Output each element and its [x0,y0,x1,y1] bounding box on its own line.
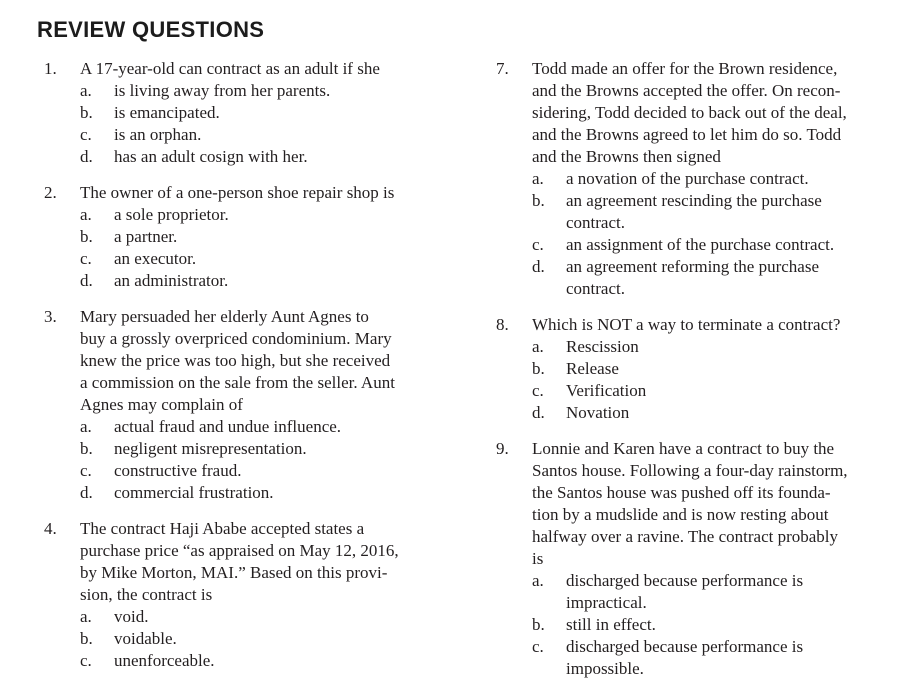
option-text-line: is an orphan. [114,125,202,144]
answer-option [532,190,888,234]
option-letter: b. [80,629,93,648]
question-stem-line: sidering, Todd decided to back out of the deal, [532,103,847,122]
option-letter: d. [80,271,93,290]
review-question [44,182,444,292]
question-stem-line: is [532,549,544,568]
option-text [114,650,444,672]
option-letter: b. [80,103,93,122]
option-letter: a. [532,169,544,188]
question-stem-line: Santos house. Following a four-day rainstorm, [532,461,848,480]
option-text-line: voidable. [114,629,177,648]
option-letter: a. [80,81,92,100]
question-stem-line: A 17-year-old can contract as an adult if she [80,59,380,78]
question-stem-line: and the Browns agreed to let him do so. Todd [532,125,842,144]
review-question [496,58,888,300]
question-stem-line: The owner of a one-person shoe repair shop is [80,183,395,202]
option-text-line: an executor. [114,249,197,268]
option-text-line: discharged because performance is [566,637,804,656]
option-text-line: an assignment of the purchase contract. [566,235,835,254]
answer-option [80,102,444,124]
option-text-line: a partner. [114,227,178,246]
question-number: 4. [44,519,57,538]
answer-option [80,606,444,628]
option-text-line: void. [114,607,149,626]
option-text-line: unenforceable. [114,651,215,670]
review-question [496,438,888,680]
option-text-line: an agreement reforming the purchase [566,257,819,276]
option-text [566,190,888,234]
question-stem-line: buy a grossly overpriced condominium. Mary [80,329,392,348]
option-letter: b. [532,191,545,210]
option-text [114,204,444,226]
option-text-line: a novation of the purchase contract. [566,169,809,188]
option-text-line: has an adult cosign with her. [114,147,308,166]
question-stem-line: The contract Haji Ababe accepted states a [80,519,365,538]
answer-option [80,416,444,438]
option-letter: c. [532,235,544,254]
answer-option [80,460,444,482]
option-letter: d. [80,483,93,502]
option-text [114,606,444,628]
answer-option [532,380,888,402]
review-question [44,306,444,504]
option-text-line: an administrator. [114,271,229,290]
option-text [566,256,888,300]
option-text [566,234,888,256]
answer-option [532,256,888,300]
option-text-line: contract. [566,279,625,298]
option-text-line: impossible. [566,659,644,678]
option-text [114,482,444,504]
question-stem-line: halfway over a ravine. The contract probably [532,527,839,546]
option-text-line: Release [566,359,619,378]
question-number: 2. [44,183,57,202]
option-letter: c. [80,651,92,670]
question-number: 7. [496,59,509,78]
option-text-line: commercial frustration. [114,483,274,502]
option-text-line: actual fraud and undue influence. [114,417,342,436]
answer-option [80,482,444,504]
option-text-line: an agreement rescinding the purchase [566,191,822,210]
option-text-line: contract. [566,213,625,232]
answer-option [80,270,444,292]
question-stem-line: sion, the contract is [80,585,213,604]
answer-option [80,146,444,168]
option-text [114,80,444,102]
question-stem-line: knew the price was too high, but she received [80,351,391,370]
answer-option [80,204,444,226]
answer-option [532,234,888,256]
question-stem-line: Which is NOT a way to terminate a contract? [532,315,841,334]
option-text-line: Rescission [566,337,639,356]
answer-option [532,614,888,636]
option-text-line: is living away from her parents. [114,81,331,100]
question-stem-line: by Mike Morton, MAI.” Based on this provi- [80,563,388,582]
review-question [496,314,888,424]
option-letter: c. [80,249,92,268]
option-letter: a. [532,337,544,356]
option-text-line: a sole proprietor. [114,205,229,224]
section-heading: REVIEW QUESTIONS [37,17,265,42]
option-text-line: impractical. [566,593,647,612]
question-stem-line: purchase price “as appraised on May 12, 2016, [80,541,399,560]
question-number: 1. [44,59,57,78]
question-stem-line: Mary persuaded her elderly Aunt Agnes to [80,307,369,326]
answer-option [532,336,888,358]
review-question [44,58,444,168]
answer-option [532,358,888,380]
option-letter: c. [532,381,544,400]
option-text [566,614,888,636]
review-question [44,518,444,672]
option-text [566,570,888,614]
answer-option [80,628,444,650]
option-letter: c. [80,125,92,144]
answer-option [80,438,444,460]
option-text [114,416,444,438]
option-letter: a. [80,205,92,224]
question-stem-line: and the Browns then signed [532,147,721,166]
question-number: 8. [496,315,509,334]
option-letter: c. [80,461,92,480]
right-column [496,58,888,694]
option-text [566,336,888,358]
option-letter: b. [80,439,93,458]
option-letter: b. [532,615,545,634]
answer-option [532,168,888,190]
answer-option [532,570,888,614]
question-stem-line: Lonnie and Karen have a contract to buy the [532,439,835,458]
option-text [566,402,888,424]
option-text-line: Novation [566,403,630,422]
option-text-line: negligent misrepresentation. [114,439,307,458]
option-text [114,460,444,482]
option-text [114,226,444,248]
left-column [44,58,444,686]
option-text [114,248,444,270]
option-text-line: Verification [566,381,647,400]
option-letter: a. [80,417,92,436]
answer-option [532,402,888,424]
answer-option [80,226,444,248]
option-text [114,628,444,650]
answer-option [532,636,888,680]
option-letter: c. [532,637,544,656]
question-stem-line: Todd made an offer for the Brown residence, [532,59,838,78]
option-letter: a. [80,607,92,626]
option-text [566,358,888,380]
option-text-line: still in effect. [566,615,656,634]
question-stem-line: and the Browns accepted the offer. On recon- [532,81,841,100]
option-text [566,380,888,402]
question-number: 9. [496,439,509,458]
option-text-line: constructive fraud. [114,461,242,480]
option-text [114,124,444,146]
option-letter: a. [532,571,544,590]
option-text [114,146,444,168]
question-stem-line: a commission on the sale from the seller. Aunt [80,373,395,392]
option-text [566,168,888,190]
answer-option [80,650,444,672]
answer-option [80,248,444,270]
option-text-line: discharged because performance is [566,571,804,590]
option-text [566,636,888,680]
option-text [114,270,444,292]
option-letter: d. [532,257,545,276]
question-stem-line: tion by a mudslide and is now resting about [532,505,829,524]
option-letter: b. [80,227,93,246]
question-stem-line: the Santos house was pushed off its founda- [532,483,831,502]
option-text [114,438,444,460]
option-text-line: is emancipated. [114,103,220,122]
answer-option [80,124,444,146]
question-number: 3. [44,307,57,326]
answer-option [80,80,444,102]
option-text [114,102,444,124]
question-stem-line: Agnes may complain of [80,395,243,414]
option-letter: d. [80,147,93,166]
option-letter: d. [532,403,545,422]
option-letter: b. [532,359,545,378]
